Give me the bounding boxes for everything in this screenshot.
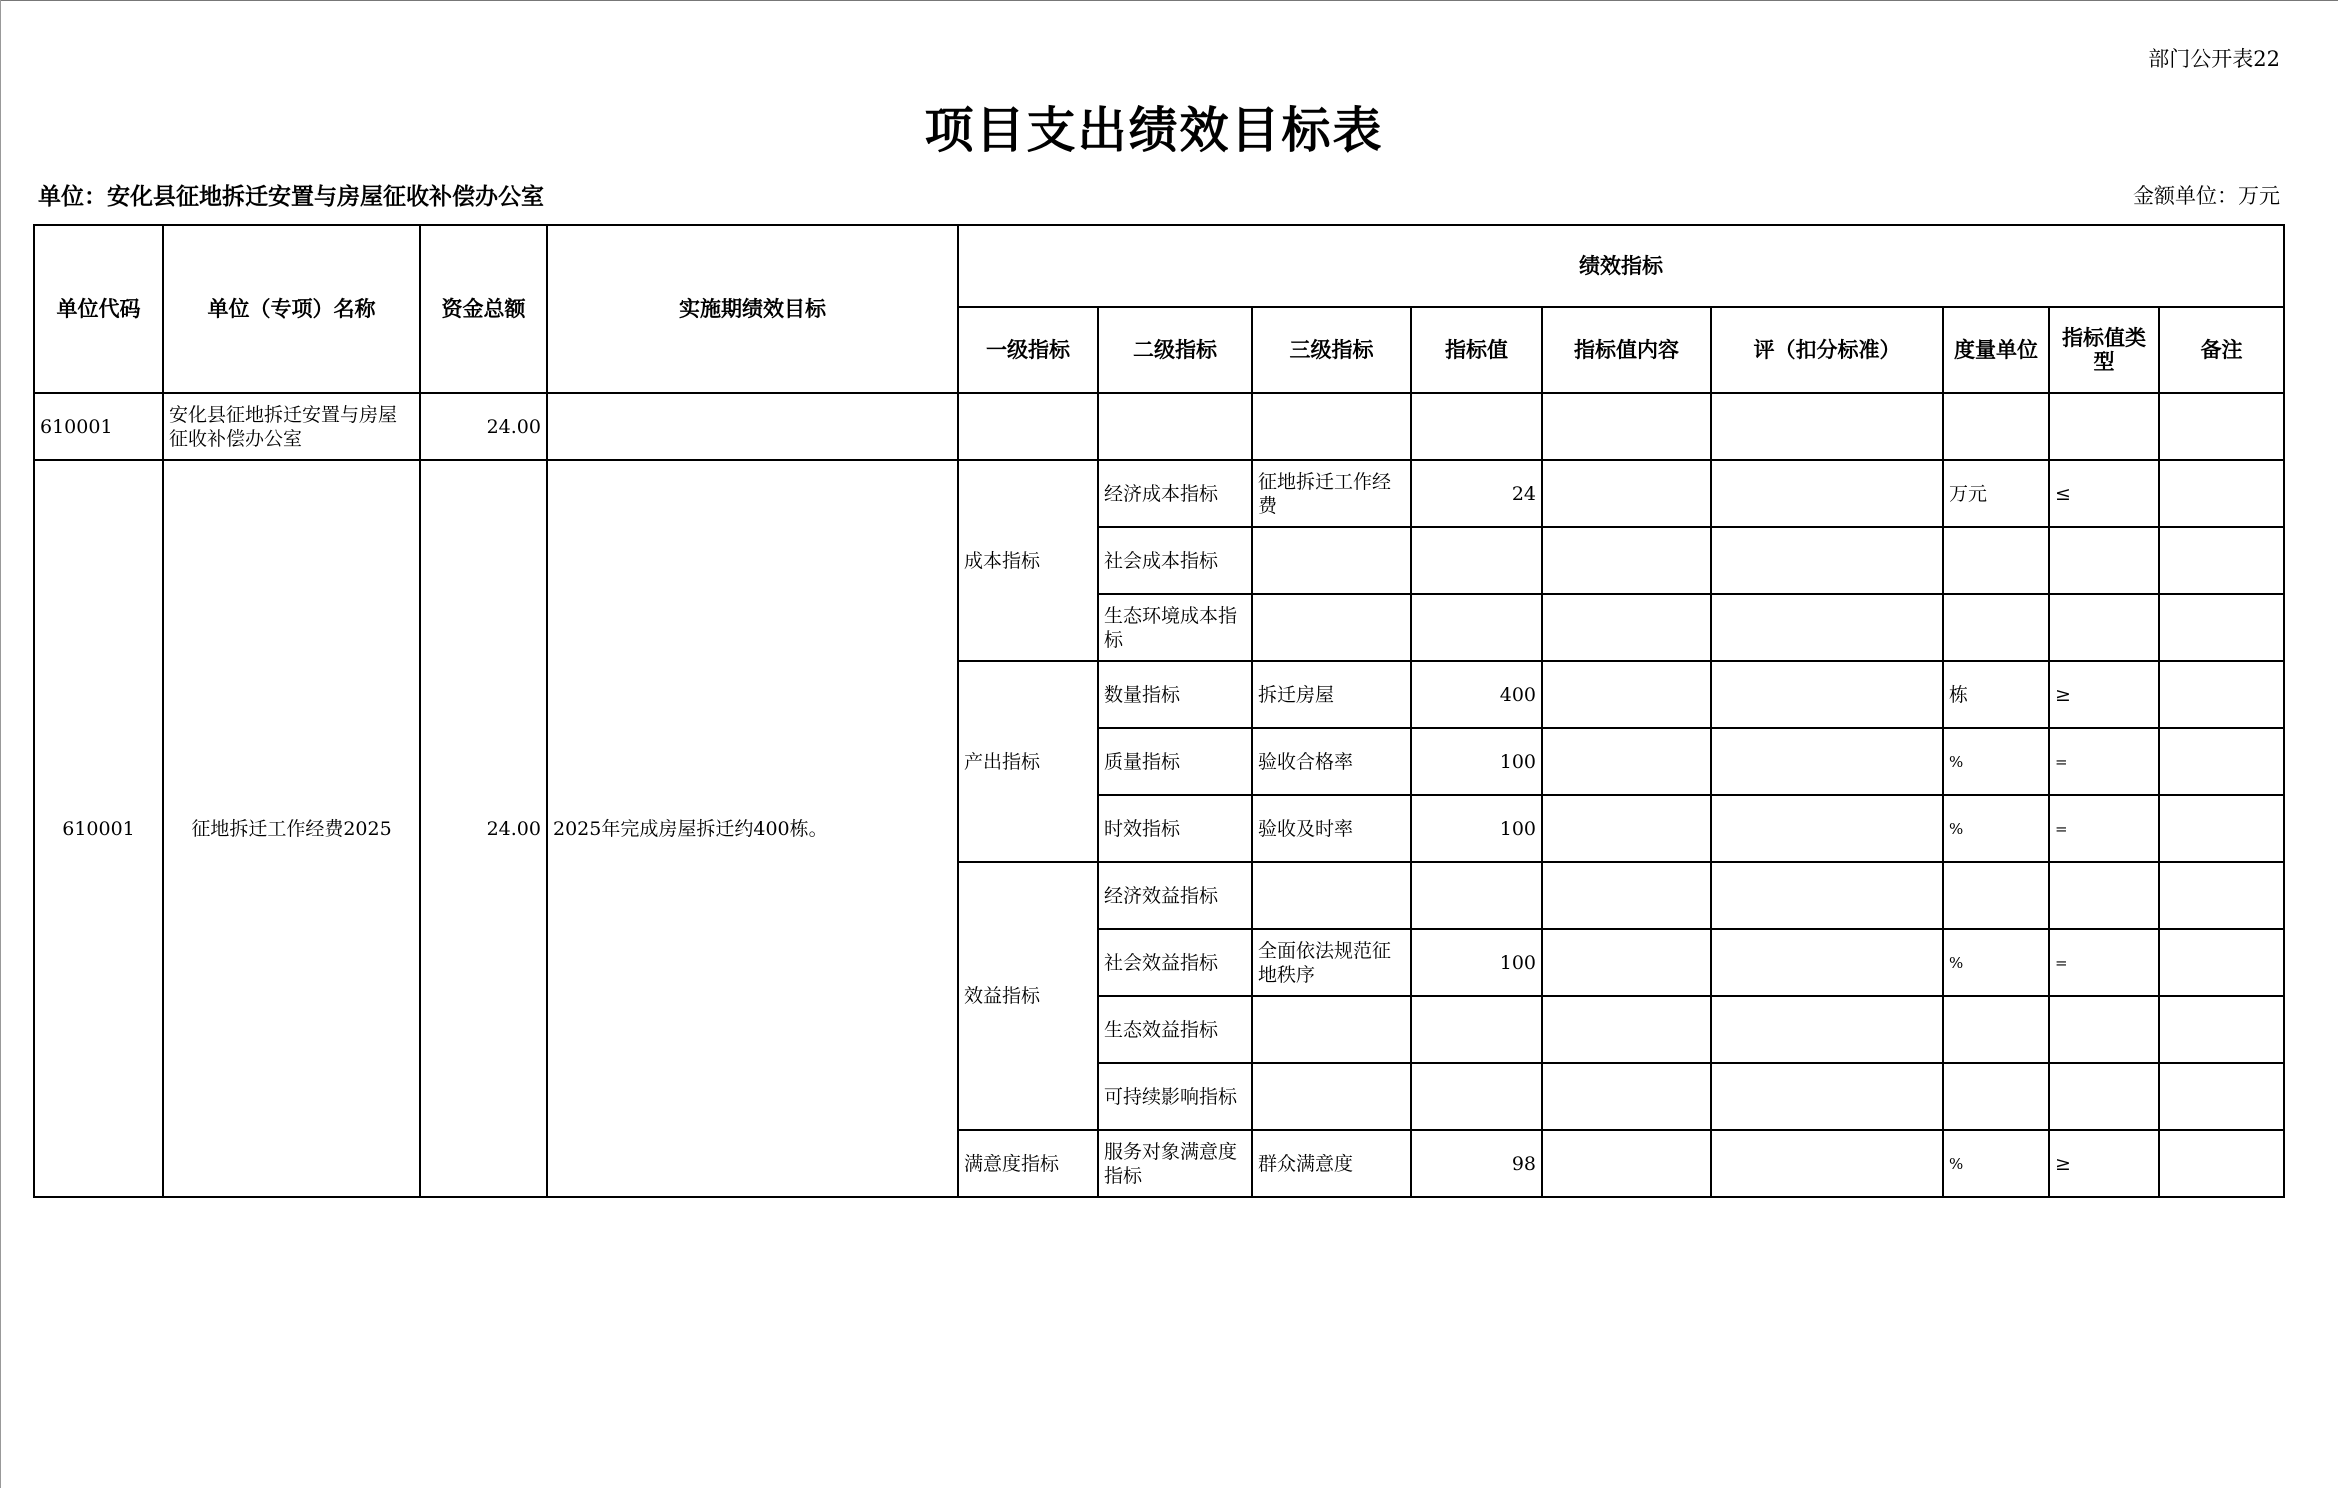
value-content-cell [1542, 1130, 1711, 1197]
summary-goal [547, 393, 958, 460]
value-cell [1411, 996, 1542, 1063]
header-scoring: 评（扣分标准） [1711, 307, 1943, 393]
page-top-border [0, 0, 2338, 1]
value-cell: 400 [1411, 661, 1542, 728]
project-amount: 24.00 [420, 460, 547, 1197]
header-row-1 [34, 225, 2284, 307]
header-unit-name: 单位（专项）名称 [163, 225, 420, 393]
value-type-cell [2049, 594, 2159, 661]
unit-line [38, 178, 544, 211]
level3-cell: 征地拆迁工作经费 [1252, 460, 1411, 527]
value-content-cell [1542, 728, 1711, 795]
measure-unit-cell [1943, 1063, 2049, 1130]
value-type-cell: = [2049, 728, 2159, 795]
indicator-row [34, 460, 2284, 527]
remark-cell [2159, 661, 2284, 728]
measure-unit-cell: % [1943, 728, 2049, 795]
level2-cell: 生态效益指标 [1098, 996, 1252, 1063]
project-name: 征地拆迁工作经费2025 [163, 460, 420, 1197]
project-code: 610001 [34, 460, 163, 1197]
header-total-funds: 资金总额 [420, 225, 547, 393]
level2-cell: 经济成本指标 [1098, 460, 1252, 527]
summary-row [34, 393, 2284, 460]
measure-unit-cell: % [1943, 795, 2049, 862]
level2-cell: 质量指标 [1098, 728, 1252, 795]
remark-cell [2159, 1130, 2284, 1197]
scoring-cell [1711, 728, 1943, 795]
unit-label: 单位： [38, 184, 107, 210]
level3-cell: 验收及时率 [1252, 795, 1411, 862]
value-content-cell [1542, 795, 1711, 862]
level3-cell [1252, 594, 1411, 661]
summary-amount: 24.00 [420, 393, 547, 460]
header-level2: 二级指标 [1098, 307, 1252, 393]
performance-target-table [33, 224, 2285, 1198]
level1-output: 产出指标 [958, 661, 1098, 862]
header-level1: 一级指标 [958, 307, 1098, 393]
page-left-border [0, 0, 1, 1488]
value-content-cell [1542, 929, 1711, 996]
value-content-cell [1542, 1063, 1711, 1130]
measure-unit-cell: % [1943, 929, 2049, 996]
scoring-cell [1711, 1063, 1943, 1130]
page-title: 项目支出绩效目标表 [924, 102, 1384, 159]
scoring-cell [1711, 527, 1943, 594]
remark-cell [2159, 1063, 2284, 1130]
remark-cell [2159, 460, 2284, 527]
header-unit-code: 单位代码 [34, 225, 163, 393]
scoring-cell [1711, 661, 1943, 728]
value-cell: 100 [1411, 728, 1542, 795]
value-cell [1411, 594, 1542, 661]
unit-name: 安化县征地拆迁安置与房屋征收补偿办公室 [107, 184, 544, 210]
scoring-cell [1711, 795, 1943, 862]
value-type-cell: = [2049, 795, 2159, 862]
header-measure-unit: 度量单位 [1943, 307, 2049, 393]
remark-cell [2159, 594, 2284, 661]
scoring-cell [1711, 460, 1943, 527]
level3-cell: 拆迁房屋 [1252, 661, 1411, 728]
level1-benefit: 效益指标 [958, 862, 1098, 1130]
remark-cell [2159, 795, 2284, 862]
level1-satisfaction: 满意度指标 [958, 1130, 1098, 1197]
value-cell: 24 [1411, 460, 1542, 527]
scoring-cell [1711, 1130, 1943, 1197]
level2-cell: 时效指标 [1098, 795, 1252, 862]
measure-unit-cell: % [1943, 1130, 2049, 1197]
level3-cell: 验收合格率 [1252, 728, 1411, 795]
value-cell [1411, 527, 1542, 594]
value-cell [1411, 1063, 1542, 1130]
value-cell: 98 [1411, 1130, 1542, 1197]
level2-cell: 社会效益指标 [1098, 929, 1252, 996]
level2-cell: 经济效益指标 [1098, 862, 1252, 929]
header-remarks: 备注 [2159, 307, 2284, 393]
level3-cell [1252, 527, 1411, 594]
value-content-cell [1542, 862, 1711, 929]
header-goal: 实施期绩效目标 [547, 225, 958, 393]
project-goal: 2025年完成房屋拆迁约400栋。 [547, 460, 958, 1197]
level3-cell [1252, 996, 1411, 1063]
level2-cell: 社会成本指标 [1098, 527, 1252, 594]
measure-unit-cell: 万元 [1943, 460, 2049, 527]
level3-cell [1252, 1063, 1411, 1130]
scoring-cell [1711, 996, 1943, 1063]
measure-unit-cell: 栋 [1943, 661, 2049, 728]
value-cell: 100 [1411, 929, 1542, 996]
measure-unit-cell [1943, 527, 2049, 594]
header-value: 指标值 [1411, 307, 1542, 393]
value-cell: 100 [1411, 795, 1542, 862]
scoring-cell [1711, 862, 1943, 929]
header-value-type: 指标值类型 [2049, 307, 2159, 393]
level1-cost: 成本指标 [958, 460, 1098, 661]
scoring-cell [1711, 929, 1943, 996]
measure-unit-cell [1943, 594, 2049, 661]
remark-cell [2159, 929, 2284, 996]
header-level3: 三级指标 [1252, 307, 1411, 393]
remark-cell [2159, 996, 2284, 1063]
value-content-cell [1542, 460, 1711, 527]
value-content-cell [1542, 527, 1711, 594]
value-content-cell [1542, 996, 1711, 1063]
level2-cell: 数量指标 [1098, 661, 1252, 728]
measure-unit-cell [1943, 862, 2049, 929]
value-content-cell [1542, 594, 1711, 661]
level2-cell: 生态环境成本指标 [1098, 594, 1252, 661]
value-type-cell: ≥ [2049, 1130, 2159, 1197]
value-content-cell [1542, 661, 1711, 728]
level3-cell: 群众满意度 [1252, 1130, 1411, 1197]
level3-cell [1252, 862, 1411, 929]
measure-unit-cell [1943, 996, 2049, 1063]
value-type-cell [2049, 527, 2159, 594]
value-cell [1411, 862, 1542, 929]
header-value-content: 指标值内容 [1542, 307, 1711, 393]
document-code: 部门公开表22 [2148, 47, 2280, 71]
level3-cell: 全面依法规范征地秩序 [1252, 929, 1411, 996]
value-type-cell [2049, 862, 2159, 929]
value-type-cell [2049, 1063, 2159, 1130]
value-type-cell: = [2049, 929, 2159, 996]
scoring-cell [1711, 594, 1943, 661]
header-indicators: 绩效指标 [958, 225, 2284, 307]
amount-unit: 金额单位：万元 [2133, 184, 2280, 208]
level2-cell: 可持续影响指标 [1098, 1063, 1252, 1130]
summary-name: 安化县征地拆迁安置与房屋征收补偿办公室 [163, 393, 420, 460]
value-type-cell: ≥ [2049, 661, 2159, 728]
value-type-cell [2049, 996, 2159, 1063]
summary-code: 610001 [34, 393, 163, 460]
remark-cell [2159, 527, 2284, 594]
value-type-cell: ≤ [2049, 460, 2159, 527]
remark-cell [2159, 728, 2284, 795]
level2-cell: 服务对象满意度指标 [1098, 1130, 1252, 1197]
remark-cell [2159, 862, 2284, 929]
